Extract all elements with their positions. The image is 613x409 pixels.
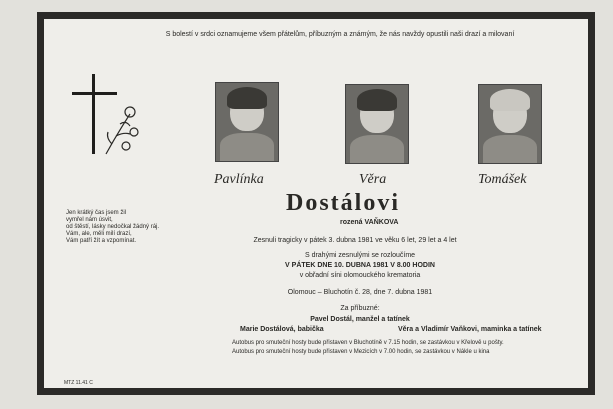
mourner-parents: Věra a Vladimír Vaňkovi, maminka a tatínek xyxy=(398,326,542,333)
child-name-pavlinka: Pavlínka xyxy=(214,172,264,187)
child-name-vera: Věra xyxy=(359,172,387,187)
child-name-tomasek: Tomášek xyxy=(478,172,527,187)
farewell-place: v obřadní síni olomouckého krematoria xyxy=(299,272,421,279)
farewell-intro: S drahými zesnulými se rozloučíme xyxy=(304,252,416,259)
photo-vera xyxy=(345,84,409,164)
farewell-date: V PÁTEK DNE 10. DUBNA 1981 V 8.00 HODIN xyxy=(285,262,435,269)
photo-tomasek xyxy=(478,84,542,164)
flower-icon xyxy=(106,107,138,154)
cross-icon xyxy=(72,74,152,164)
bus-info-2: Autobus pro smuteční hosty bude přistaven v Mezicích v 7.00 hodin, se zastávkou v Nákle u kina xyxy=(232,349,490,355)
mourner-husband: Pavel Dostál, manžel a tatínek xyxy=(310,316,410,323)
intro-text: S bolestí v srdci oznamujeme všem přátelům, příbuzným a známým, že nás navždy opustili naši drazí a milovaní xyxy=(165,31,515,38)
death-notice: Zesnuli tragicky v pátek 3. dubna 1981 ve věku 6 let, 29 let a 4 let xyxy=(253,237,457,244)
maiden-name: rozená VAŇKOVA xyxy=(340,219,399,226)
mourner-grandmother: Marie Dostálová, babička xyxy=(240,326,324,333)
family-surname: Dostálovi xyxy=(286,190,400,216)
poem: Jen krátký čas jsem žil vymřel nám úsvit, od štěstí, lásky nedočkal žádný ráj. Vám, ale, měli milí drazí, Vám patří žít a vzpomínat. xyxy=(66,210,160,244)
print-code: MTZ 11.41 C xyxy=(64,380,93,386)
place-and-date: Olomouc – Bluchotín č. 28, dne 7. dubna 1981 xyxy=(287,289,433,296)
photo-pavlinka xyxy=(215,82,279,162)
mourners-title: Za příbuzné: xyxy=(340,305,380,312)
bus-info-1: Autobus pro smuteční hosty bude přistaven v Bluchotíně v 7.15 hodin, se zastávkou v Křelově u pošty. xyxy=(232,340,504,346)
